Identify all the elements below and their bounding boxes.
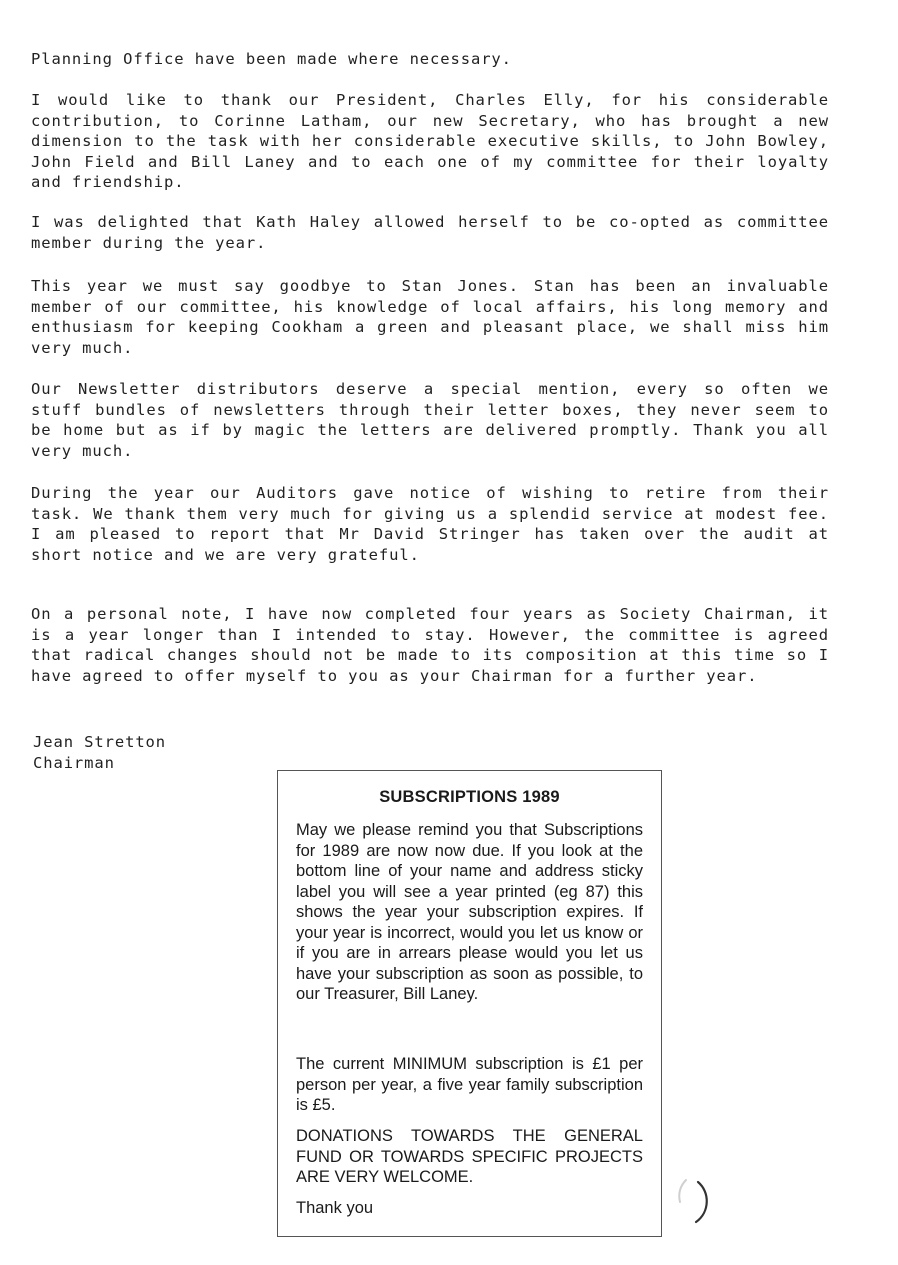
signature-title: Chairman xyxy=(33,754,115,772)
subscriptions-paragraph: May we please remind you that Subscriptions for 1989 are now now due. If you look at the bottom line of your name and address sticky label you will see a year printed (eg 87) this shows the year your subscription expires. If your year is incorrect, would you let us know or if you are in arrears please would you let us have your subscription as soon as possible, to our Treasurer, Bill Laney. xyxy=(296,821,643,1003)
signature-name: Jean Stretton xyxy=(33,733,167,751)
letter-paragraph: I was delighted that Kath Haley allowed herself to be co-opted as committee member during the year. xyxy=(31,213,829,252)
letter-paragraph: I would like to thank our President, Charles Elly, for his considerable contribution, to Corinne Latham, our new Secretary, who has brought a new dimension to the task with her considerable executive skills, to John Bowley, John Field and Bill Laney and to each one of my committee for their loyalty and friendship. xyxy=(31,91,829,192)
subscriptions-notice-box xyxy=(277,770,662,1237)
subscriptions-paragraph: DONATIONS TOWARDS THE GENERAL FUND OR TOWARDS SPECIFIC PROJECTS ARE VERY WELCOME. xyxy=(296,1127,643,1186)
letter-paragraph: This year we must say goodbye to Stan Jones. Stan has been an invaluable member of our committee, his knowledge of local affairs, his long memory and enthusiasm for keeping Cookham a green and pleasant place, we shall miss him very much. xyxy=(31,277,829,357)
signature-block xyxy=(33,732,166,774)
letter-paragraph: Planning Office have been made where necessary. xyxy=(31,50,512,68)
subscriptions-thank-you: Thank you xyxy=(296,1199,374,1217)
subscriptions-paragraph: The current MINIMUM subscription is £1 per person per year, a five year family subscription is £5. xyxy=(296,1055,643,1114)
letter-paragraph: During the year our Auditors gave notice of wishing to retire from their task. We thank them very much for giving us a splendid service at modest fee. I am pleased to report that Mr David Stringer has taken over the audit at short notice and we are very grateful. xyxy=(31,484,829,564)
punch-hole-mark xyxy=(676,1176,710,1226)
letter-paragraph: Our Newsletter distributors deserve a special mention, every so often we stuff bundles of newsletters through their letter boxes, they never seem to be home but as if by magic the letters are delivered promptly. Thank you all very much. xyxy=(31,380,829,460)
subscriptions-title: SUBSCRIPTIONS 1989 xyxy=(379,788,560,806)
letter-paragraph: On a personal note, I have now completed four years as Society Chairman, it is a year longer than I intended to stay. However, the committee is agreed that radical changes should not be made to its composition at this time so I have agreed to offer myself to you as your Chairman for a further year. xyxy=(31,605,829,685)
